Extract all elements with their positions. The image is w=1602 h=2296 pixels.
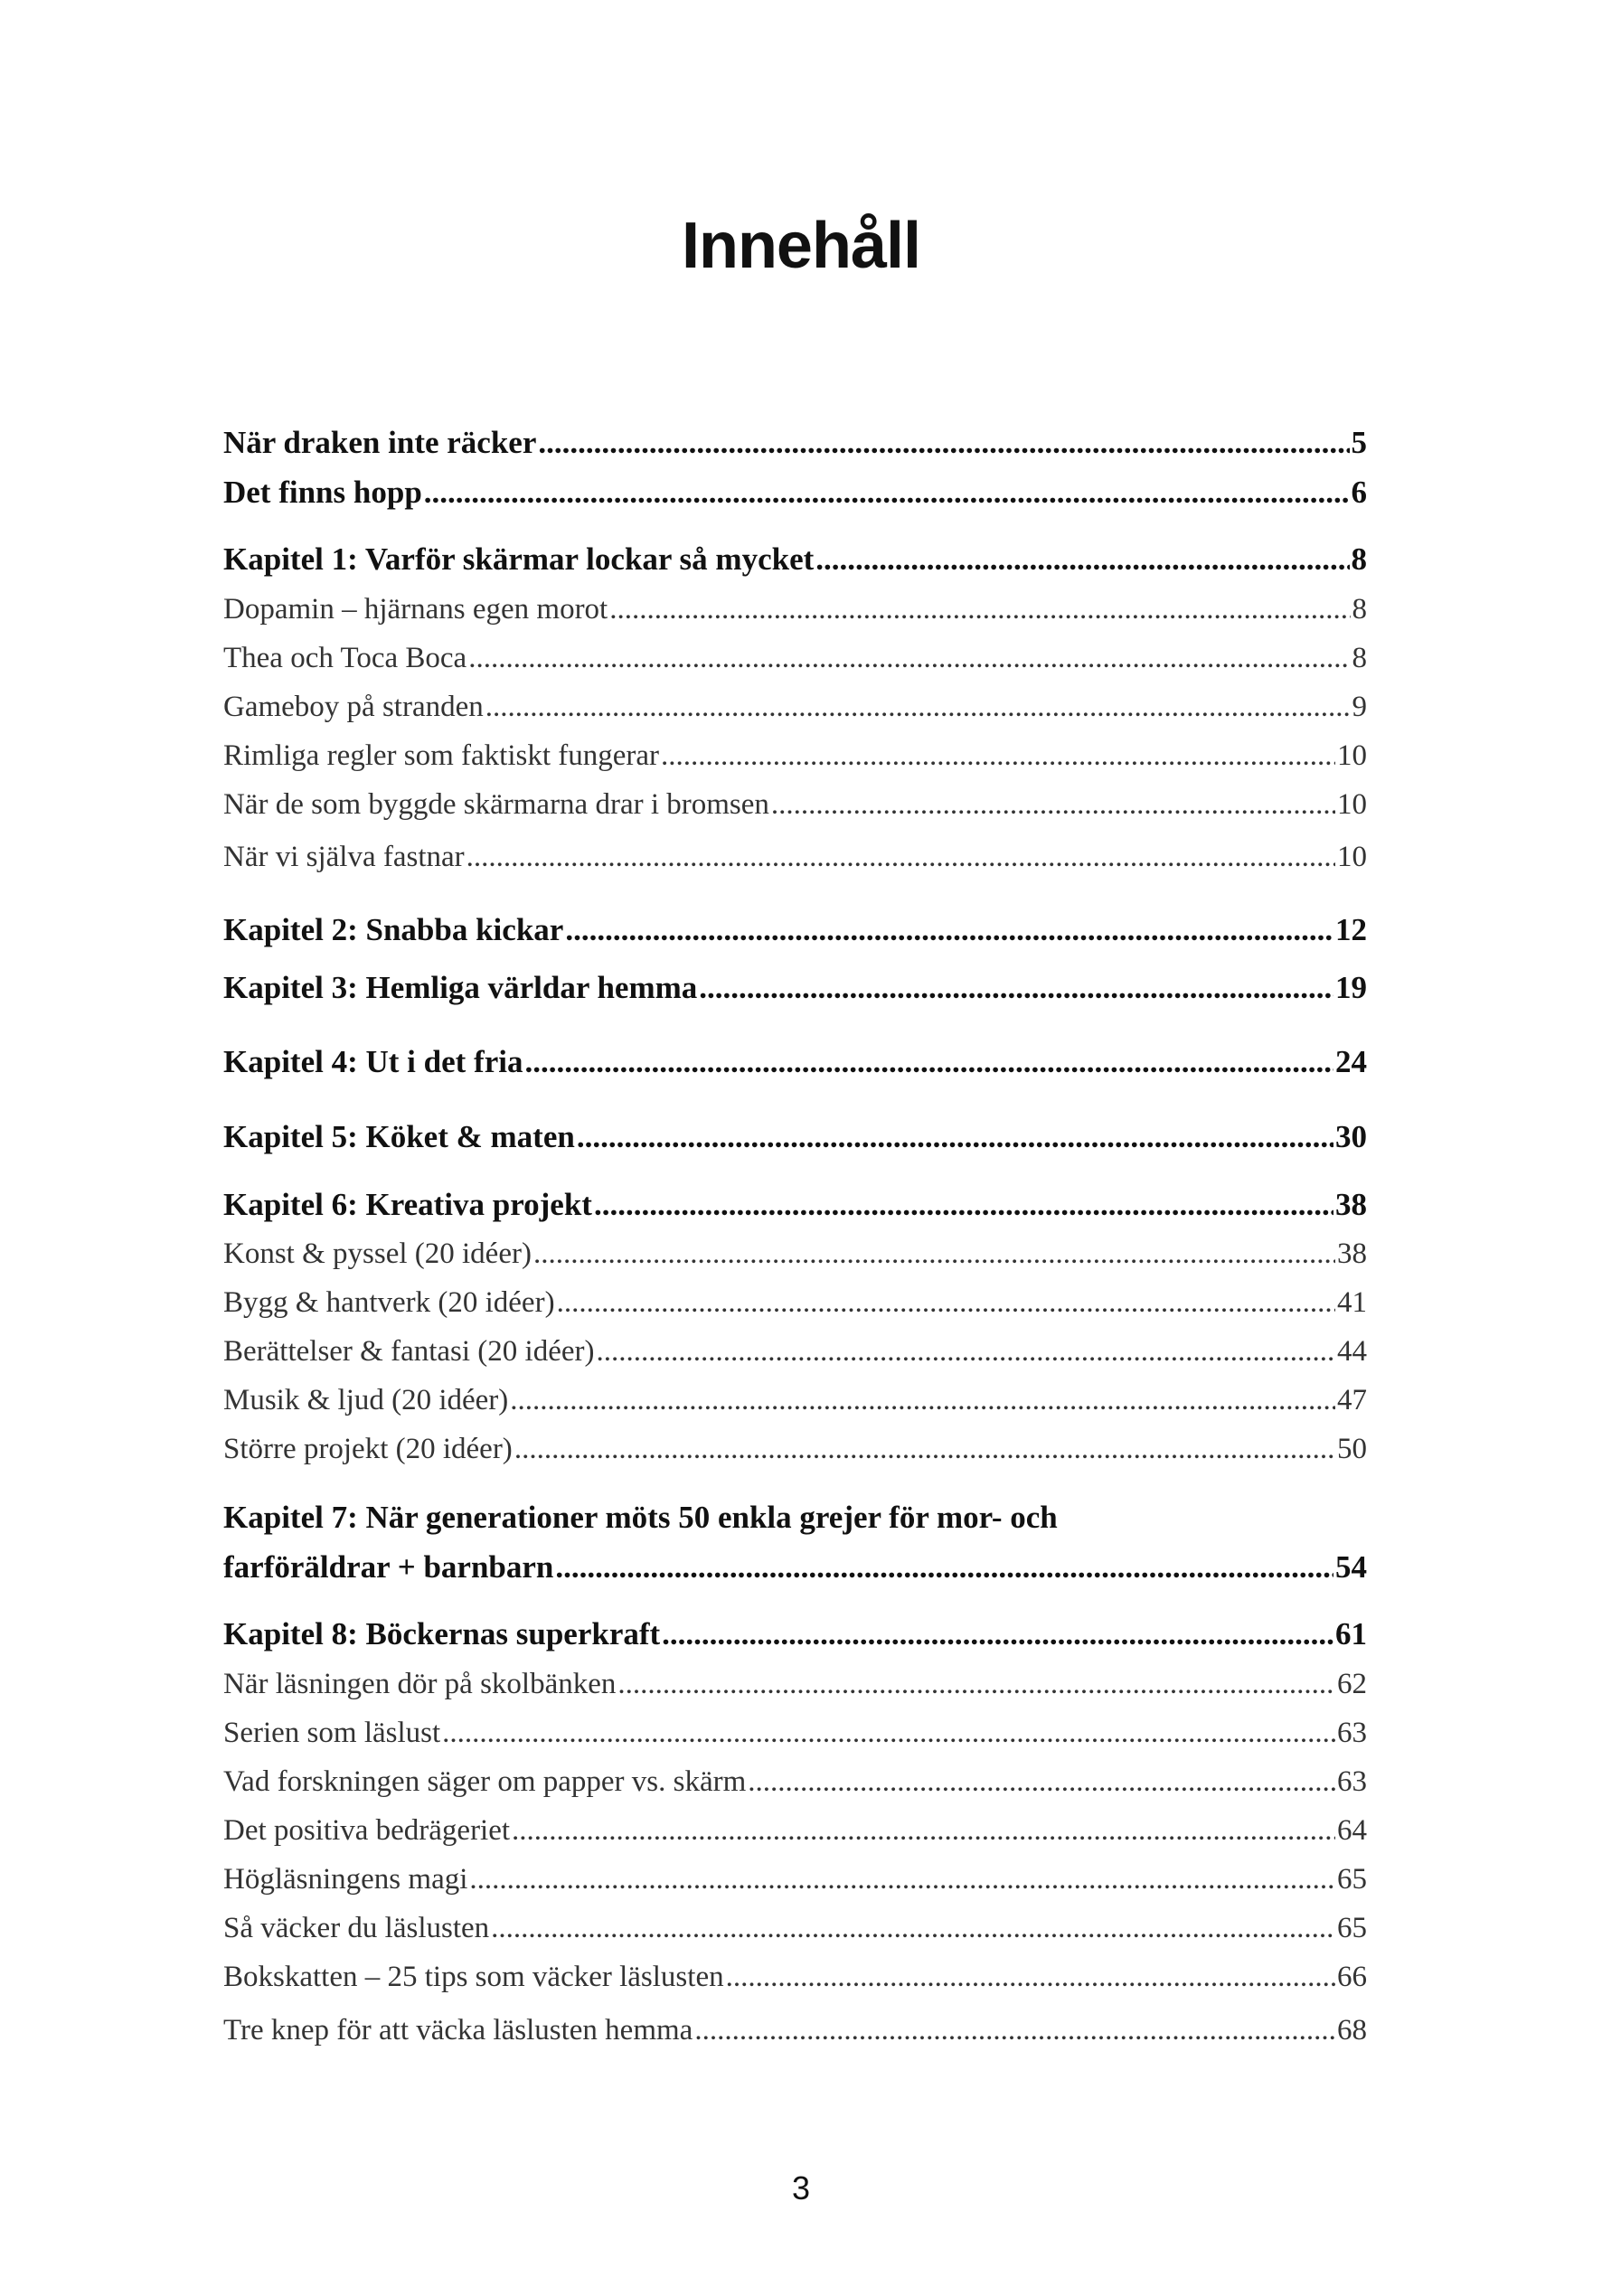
dot-leader [442,1712,1335,1754]
dot-leader [512,1810,1335,1851]
dot-leader [469,1858,1335,1900]
toc-entry-label: Dopamin – hjärnans egen morot [223,593,608,626]
dot-leader [661,735,1335,776]
toc-entry-label: Bokskatten – 25 tips som väcker läslusten [223,1961,724,1993]
toc-entry-label: När vi själva fastnar [223,841,465,873]
toc-entry-label: Kapitel 3: Hemliga världar hemma [223,970,698,1005]
toc-entry-page: 5 [1351,425,1367,460]
toc-entry-page: 38 [1335,1187,1367,1222]
dot-leader [662,1614,1333,1655]
toc-entry [223,1282,1367,1323]
toc-entry-label: Rimliga regler som faktiskt fungerar [223,739,660,772]
dot-leader [466,836,1335,878]
toc-entry-page: 62 [1337,1668,1367,1700]
dot-leader [699,967,1333,1009]
toc-entry [223,1547,1367,1588]
dot-leader [748,1761,1335,1802]
dot-leader [491,1907,1335,1949]
toc-entry-label: Vad forskningen säger om papper vs. skärm [223,1765,747,1798]
dot-leader [555,1547,1333,1588]
toc-entry-page: 63 [1337,1765,1367,1798]
toc-entry-label: Större projekt (20 idéer) [223,1433,513,1465]
toc-entry-label: Kapitel 5: Köket & maten [223,1119,575,1154]
toc-entry-label: Kapitel 8: Böckernas superkraft [223,1616,661,1651]
toc-entry [223,1761,1367,1802]
dot-leader [609,588,1350,630]
toc-entry [223,588,1367,630]
toc-entry [223,1858,1367,1900]
toc-entry-page: 9 [1352,691,1367,723]
toc-entry-page: 47 [1337,1384,1367,1416]
toc-entry [223,1331,1367,1372]
toc-entry-label: Högläsningens magi [223,1863,468,1896]
toc-entry [223,1041,1367,1083]
toc-entry [223,784,1367,825]
toc-entry [223,909,1367,951]
toc-entry-label: När läsningen dör på skolbänken [223,1668,617,1700]
toc-entry-page: 12 [1335,912,1367,947]
toc-entry-page: 61 [1335,1616,1367,1651]
dot-leader [594,1184,1333,1226]
toc-entry-label: Kapitel 1: Varför skärmar lockar så mycket [223,541,815,577]
toc-entry [223,1956,1367,1998]
toc-entry-label: Berättelser & fantasi (20 idéer) [223,1335,595,1368]
toc-entry-label: Det finns hopp [223,475,422,510]
toc-entry-page: 8 [1352,642,1367,674]
toc-entry [223,1810,1367,1851]
toc-entry-label: Kapitel 6: Kreativa projekt [223,1187,592,1222]
toc-entry-label: Konst & pyssel (20 idéer) [223,1237,532,1270]
toc-entry [223,1379,1367,1421]
toc-entry-page: 54 [1335,1549,1367,1585]
dot-leader [510,1379,1335,1421]
toc-entry-page: 30 [1335,1119,1367,1154]
toc-entry-page: 10 [1337,788,1367,821]
toc-entry-label: Det positiva bedrägeriet [223,1814,511,1847]
toc-entry-page: 19 [1335,970,1367,1005]
toc-entry-page: 50 [1337,1433,1367,1465]
toc-entry [223,1116,1367,1158]
dot-leader [557,1282,1335,1323]
toc-entry [223,1907,1367,1949]
dot-leader [617,1663,1335,1705]
toc-entry-page: 65 [1337,1863,1367,1896]
toc-entry-page: 24 [1335,1044,1367,1079]
page-number: 3 [791,2169,811,2207]
toc-entry-page: 41 [1337,1286,1367,1319]
toc-entry-page: 44 [1337,1335,1367,1368]
dot-leader [424,472,1350,513]
toc-entry-label: Serien som läslust [223,1717,441,1749]
toc-entry-page: 63 [1337,1717,1367,1749]
dot-leader [577,1116,1333,1158]
toc-entry-page: 8 [1351,541,1367,577]
toc-entry-page: 6 [1351,475,1367,510]
toc-entry [223,637,1367,679]
dot-leader [771,784,1335,825]
toc-entry [223,1614,1367,1655]
toc-entry-label: När de som byggde skärmarna drar i bromsen [223,788,769,821]
dot-leader [815,539,1349,580]
dot-leader [485,686,1351,728]
toc-entry [223,735,1367,776]
toc-entry [223,2009,1367,2051]
toc-entry [223,1663,1367,1705]
toc-entry-page: 8 [1352,593,1367,626]
toc-entry-page: 66 [1337,1961,1367,1993]
dot-leader [533,1233,1335,1275]
toc-entry [223,836,1367,878]
dot-leader [524,1041,1333,1083]
toc-entry-page: 68 [1337,2014,1367,2047]
toc-entry [223,967,1367,1009]
page-title: Innehåll [681,210,921,282]
toc-entry-label: Musik & ljud (20 idéer) [223,1384,509,1416]
dot-leader [468,637,1350,679]
dot-leader [514,1428,1335,1470]
toc-entry [223,472,1367,513]
toc-entry [223,422,1367,464]
toc-entry-label: När draken inte räcker [223,425,537,460]
dot-leader [726,1956,1335,1998]
toc-entry-label: Thea och Toca Boca [223,642,467,674]
toc-entry-page: 10 [1337,739,1367,772]
dot-leader [538,422,1349,464]
toc-entry-label: Så väcker du läslusten [223,1912,490,1944]
toc-entry-page: 10 [1337,841,1367,873]
toc-entry [223,539,1367,580]
toc-entry [223,1712,1367,1754]
toc-entry-page: 38 [1337,1237,1367,1270]
dot-leader [597,1331,1336,1372]
toc-entry [223,1233,1367,1275]
toc-entry [223,1184,1367,1226]
toc-entry-page: 64 [1337,1814,1367,1847]
dot-leader [694,2009,1335,2051]
toc-entry-label: Bygg & hantverk (20 idéer) [223,1286,555,1319]
toc-entry [223,686,1367,728]
toc-entry-label: farföräldrar + barnbarn [223,1549,554,1585]
toc-entry-label: Gameboy på stranden [223,691,484,723]
toc-entry [223,1428,1367,1470]
dot-leader [565,909,1333,951]
toc-entry-label: Kapitel 4: Ut i det fria [223,1044,523,1079]
toc-entry-page: 65 [1337,1912,1367,1944]
toc-entry-label-line1: Kapitel 7: När generationer möts 50 enkla grejer för mor- och [223,1500,1058,1535]
toc-entry-label: Kapitel 2: Snabba kickar [223,912,564,947]
toc-entry-label: Tre knep för att väcka läslusten hemma [223,2014,693,2047]
